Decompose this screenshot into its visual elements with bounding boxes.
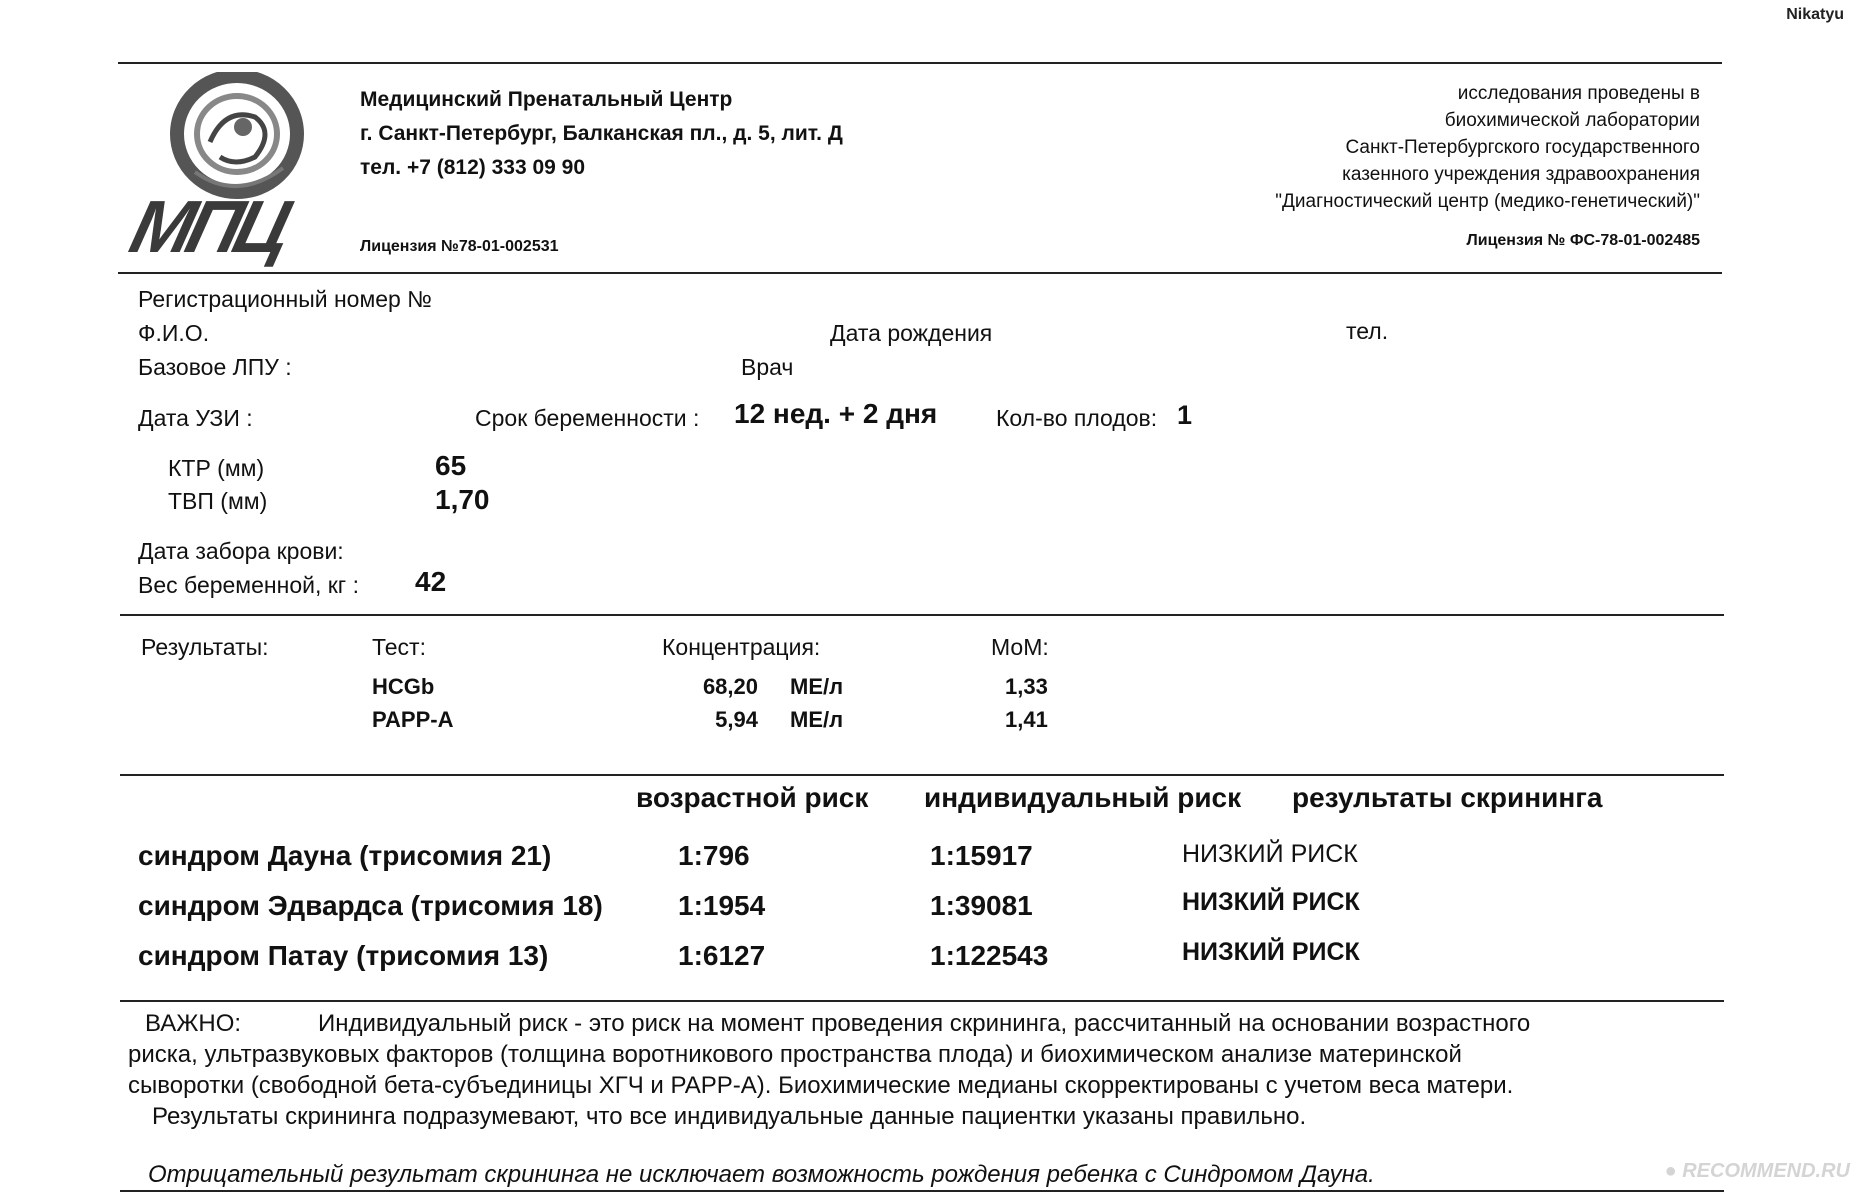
col-mom: МоМ: bbox=[991, 634, 1049, 660]
syndrome-name: синдром Патау (трисомия 13) bbox=[138, 940, 549, 971]
term-label: Срок беременности : bbox=[475, 405, 700, 431]
header-rule bbox=[118, 272, 1722, 274]
lab-info bbox=[1275, 80, 1700, 215]
patient-rule bbox=[120, 614, 1724, 616]
center-phone: тел. +7 (812) 333 09 90 bbox=[360, 156, 586, 179]
lab-line: Санкт-Петербургского государственного bbox=[1345, 137, 1700, 158]
phone-label: тел. bbox=[1346, 318, 1389, 344]
lab-line: биохимической лаборатории bbox=[1444, 110, 1700, 131]
reg-number-label: Регистрационный номер № bbox=[138, 286, 432, 312]
test-name: HCGb bbox=[372, 674, 435, 699]
screening-result: НИЗКИЙ РИСК bbox=[1182, 888, 1360, 916]
center-license: Лицензия №78-01-002531 bbox=[360, 238, 559, 255]
logo-text: МПЦ bbox=[122, 185, 295, 268]
col-concentration: Концентрация: bbox=[662, 634, 821, 660]
fio-label: Ф.И.О. bbox=[138, 320, 210, 346]
results-rule bbox=[120, 774, 1724, 776]
note-line: Индивидуальный риск - это риск на момент проведения скрининга, рассчитанный на основании возрастного bbox=[318, 1010, 1531, 1037]
note-line: риска, ультразвуковых факторов (толщина воротникового пространства плода) и биохимическом анализе материнской bbox=[128, 1041, 1462, 1068]
center-address: г. Санкт-Петербург, Балканская пл., д. 5, лит. Д bbox=[360, 122, 843, 145]
ktr-value: 65 bbox=[435, 450, 467, 481]
base-lpu-label: Базовое ЛПУ : bbox=[138, 354, 292, 380]
doctor-label: Врач bbox=[741, 354, 794, 380]
blood-date-label: Дата забора крови: bbox=[138, 538, 344, 564]
watermark-username: Nikatyu bbox=[1786, 6, 1844, 23]
age-risk-value: 1:796 bbox=[678, 840, 750, 871]
tvp-label: ТВП (мм) bbox=[168, 488, 268, 514]
top-rule bbox=[118, 62, 1722, 64]
test-concentration: 68,20 bbox=[702, 674, 758, 699]
note-line: Результаты скрининга подразумевают, что все индивидуальные данные пациентки указаны правильно. bbox=[152, 1103, 1307, 1130]
lab-line: казенного учреждения здравоохранения bbox=[1342, 164, 1700, 185]
important-label: ВАЖНО: bbox=[145, 1010, 242, 1037]
individual-risk-value: 1:122543 bbox=[930, 940, 1049, 971]
us-date-label: Дата УЗИ : bbox=[138, 405, 253, 431]
center-name: Медицинский Пренатальный Центр bbox=[360, 88, 733, 111]
test-name: PAPP-A bbox=[372, 707, 454, 732]
weight-value: 42 bbox=[415, 566, 447, 597]
results-label: Результаты: bbox=[141, 634, 269, 660]
lab-line: исследования проведены в bbox=[1457, 83, 1700, 104]
lab-license: Лицензия № ФС-78-01-002485 bbox=[1466, 232, 1700, 249]
screening-result: НИЗКИЙ РИСК bbox=[1182, 938, 1360, 966]
fetus-count-label: Кол-во плодов: bbox=[996, 405, 1158, 431]
age-risk-value: 1:6127 bbox=[678, 940, 766, 971]
test-mom: 1,41 bbox=[1005, 707, 1048, 732]
note-line: сыворотки (свободной бета-субъединицы ХГЧ и PAPP-A). Биохимические медианы скорректированы с учетом веса матери. bbox=[128, 1072, 1514, 1099]
disclaimer: Отрицательный результат скрининга не исключает возможность рождения ребенка с Синдромом Дауна. bbox=[148, 1161, 1375, 1188]
col-screening-result: результаты скрининга bbox=[1292, 782, 1603, 813]
test-mom: 1,33 bbox=[1005, 674, 1048, 699]
clinic-logo bbox=[122, 72, 335, 277]
fetus-count-value: 1 bbox=[1177, 400, 1193, 430]
age-risk-value: 1:1954 bbox=[678, 890, 766, 921]
term-value: 12 нед. + 2 дня bbox=[734, 398, 938, 429]
weight-label: Вес беременной, кг : bbox=[138, 572, 359, 598]
syndrome-name: синдром Эдвардса (трисомия 18) bbox=[138, 890, 603, 921]
test-unit: МЕ/л bbox=[790, 707, 844, 732]
tvp-value: 1,70 bbox=[435, 484, 490, 515]
risks-rule bbox=[120, 1000, 1724, 1002]
birth-date-label: Дата рождения bbox=[830, 320, 993, 346]
col-test: Тест: bbox=[372, 634, 426, 660]
site-watermark bbox=[1665, 1160, 1850, 1183]
individual-risk-value: 1:39081 bbox=[930, 890, 1033, 921]
watermark-site-text: RECOMMEND.RU bbox=[1682, 1160, 1850, 1182]
syndrome-name: синдром Дауна (трисомия 21) bbox=[138, 840, 552, 871]
individual-risk-value: 1:15917 bbox=[930, 840, 1033, 871]
test-unit: МЕ/л bbox=[790, 674, 844, 699]
col-individual-risk: индивидуальный риск bbox=[924, 782, 1242, 813]
bottom-rule bbox=[120, 1190, 1724, 1192]
lab-line: "Диагностический центр (медико-генетический)" bbox=[1275, 191, 1700, 212]
col-age-risk: возрастной риск bbox=[636, 782, 869, 813]
screening-result: НИЗКИЙ РИСК bbox=[1182, 840, 1358, 868]
ktr-label: КТР (мм) bbox=[168, 455, 265, 481]
test-concentration: 5,94 bbox=[715, 707, 758, 732]
watermark-badge-icon: ● bbox=[1664, 1160, 1683, 1182]
